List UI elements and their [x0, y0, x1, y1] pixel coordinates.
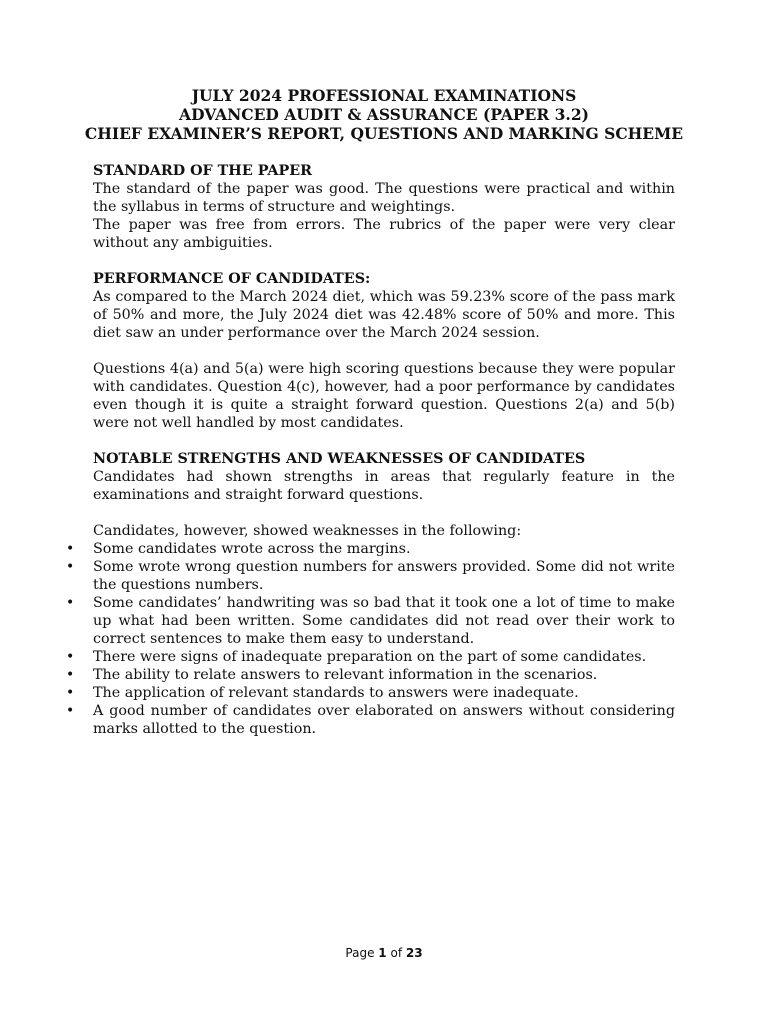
- page-footer: [0, 946, 768, 960]
- bullet-icon: •: [66, 649, 75, 665]
- standard-paragraph-2: The paper was free from errors. The rubrics of the paper were very clear without any ambiguities.: [93, 217, 675, 251]
- list-item-text: There were signs of inadequate preparation on the part of some candidates.: [93, 649, 647, 665]
- current-page-number: 1: [378, 946, 387, 960]
- bullet-icon: •: [66, 667, 75, 683]
- list-item: [66, 702, 675, 738]
- section-strengths-weaknesses: [66, 450, 675, 738]
- list-item-text: Some wrote wrong question numbers for answers provided. Some did not write the questions numbers.: [93, 559, 675, 593]
- list-item-text: A good number of candidates over elaborated on answers without considering marks allotted to the question.: [93, 703, 675, 737]
- heading-strengths-weaknesses: NOTABLE STRENGTHS AND WEAKNESSES OF CANDIDATES: [93, 451, 586, 467]
- list-item: [66, 666, 675, 684]
- page-word: Page: [345, 946, 375, 960]
- standard-paragraph-1: The standard of the paper was good. The questions were practical and within the syllabus in terms of structure and weightings.: [93, 181, 675, 215]
- list-item-text: Some candidates wrote across the margins.: [93, 541, 411, 557]
- list-item: [66, 648, 675, 666]
- weaknesses-list: [66, 540, 675, 738]
- list-item: [66, 558, 675, 594]
- title-line-report: CHIEF EXAMINER’S REPORT, QUESTIONS AND MARKING SCHEME: [84, 124, 684, 143]
- list-item-text: The ability to relate answers to relevant information in the scenarios.: [93, 667, 598, 683]
- section-performance: [93, 270, 675, 432]
- strengths-paragraph-1: Candidates had shown strengths in areas that regularly feature in the examinations and straight forward questions.: [93, 469, 675, 503]
- list-item: [66, 540, 675, 558]
- bullet-icon: •: [66, 541, 75, 557]
- heading-standard: STANDARD OF THE PAPER: [93, 163, 313, 179]
- total-page-count: 23: [405, 946, 423, 960]
- bullet-icon: •: [66, 595, 75, 611]
- bullet-icon: •: [66, 559, 75, 575]
- title-line-paper: ADVANCED AUDIT & ASSURANCE (PAPER 3.2): [179, 105, 589, 124]
- list-item-text: Some candidates’ handwriting was so bad that it took one a lot of time to make up what had been written. Some candidates did not read over their work to correct sentences to make them easy to understand.: [93, 595, 675, 647]
- section-standard: [93, 162, 675, 252]
- title-line-exam: JULY 2024 PROFESSIONAL EXAMINATIONS: [191, 86, 577, 105]
- performance-paragraph-1: As compared to the March 2024 diet, which was 59.23% score of the pass mark of 50% and more, the July 2024 diet was 42.48% score of 50% and more. This diet saw an under performance over the March 2024 session.: [93, 289, 675, 341]
- list-item: [66, 594, 675, 648]
- of-word: of: [390, 946, 403, 960]
- bullet-icon: •: [66, 703, 75, 719]
- weaknesses-intro: Candidates, however, showed weaknesses in the following:: [93, 523, 522, 539]
- heading-performance: PERFORMANCE OF CANDIDATES:: [93, 271, 371, 287]
- list-item-text: The application of relevant standards to answers were inadequate.: [93, 685, 579, 701]
- report-body: [66, 162, 675, 738]
- performance-paragraph-2: Questions 4(a) and 5(a) were high scoring questions because they were popular with candidates. Question 4(c), however, had a poor performance by candidates even though it is quite a straight forward question. Questions 2(a) and 5(b) were not well handled by most candidates.: [93, 361, 675, 431]
- list-item: [66, 684, 675, 702]
- bullet-icon: •: [66, 685, 75, 701]
- report-title: [60, 86, 708, 143]
